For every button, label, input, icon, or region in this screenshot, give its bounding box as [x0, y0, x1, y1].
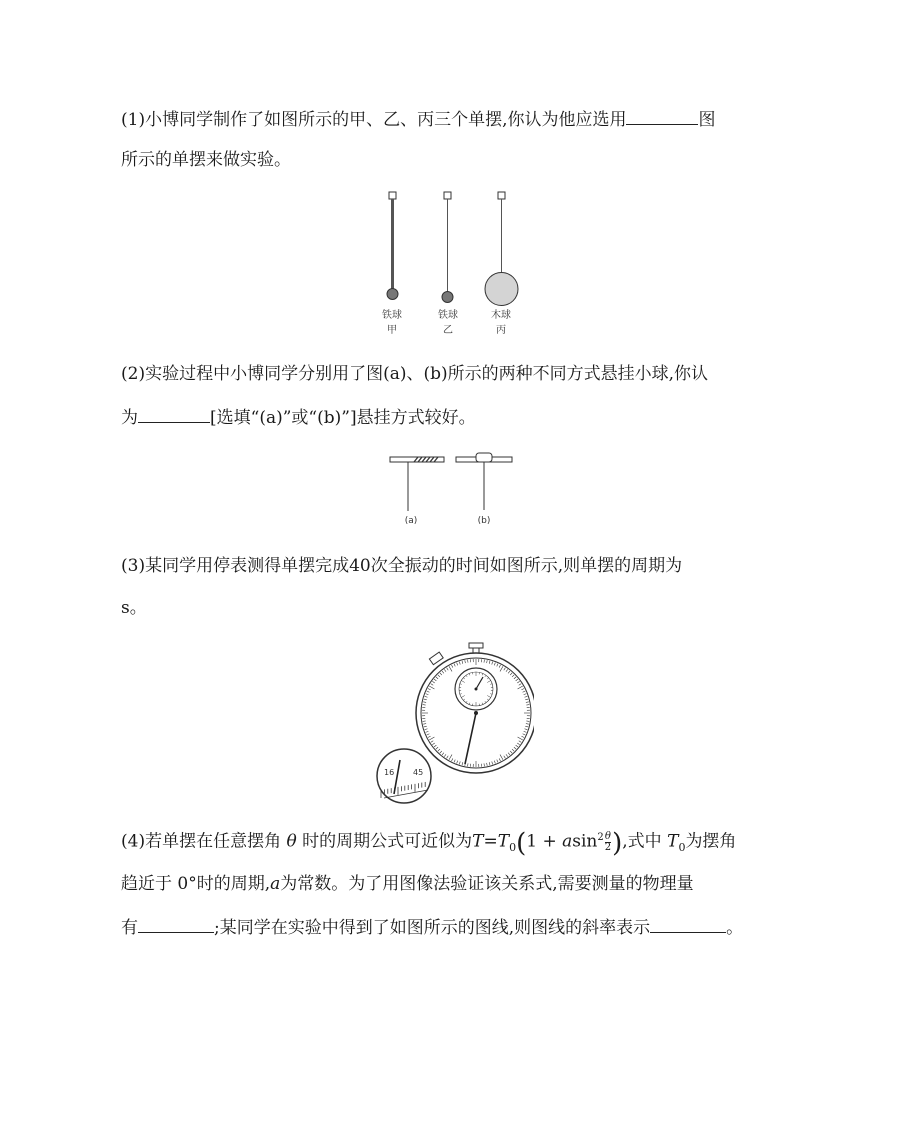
- frac-numerator: θ: [604, 830, 611, 842]
- q4-text-d: 为摆角: [685, 831, 737, 852]
- formula-eq: =: [483, 831, 498, 852]
- q4-answer-blank-2[interactable]: [650, 914, 726, 933]
- q1-line2: 所示的单摆来做实验。: [121, 150, 291, 170]
- q2-text-b: [选填“(a)”或“(b)”]悬挂方式较好。: [210, 408, 476, 428]
- formula-sup2: 2: [597, 832, 604, 843]
- pend3-name: 丙: [496, 325, 506, 336]
- q2-answer-blank[interactable]: [138, 404, 210, 423]
- pend1-name: 甲: [387, 325, 397, 336]
- pendulum-figure: [370, 188, 530, 340]
- q1-text-a: (1)小博同学制作了如图所示的甲、乙、丙三个单摆,你认为他应选用: [121, 110, 627, 130]
- formula-sub0: 0: [509, 841, 517, 855]
- q1-text-b: 图: [698, 110, 716, 130]
- formula-a: a: [562, 831, 573, 852]
- suspension-figure: [386, 448, 521, 530]
- q4-line2-a: 趋近于 0°时的周期,: [121, 874, 271, 894]
- theta-symbol: θ: [286, 831, 297, 852]
- q4-text-c: ,式中: [622, 831, 668, 852]
- q4-line3-c: 。: [726, 918, 744, 938]
- inset-label-16: 16: [384, 768, 395, 777]
- formula-T: T: [472, 831, 484, 852]
- q4-line3-a: 有: [121, 918, 138, 938]
- q4-answer-blank-1[interactable]: [138, 914, 214, 933]
- label-a: (a): [404, 516, 418, 526]
- pend3-material: 木球: [491, 310, 511, 321]
- q4-line3: [121, 914, 743, 940]
- pend1-material: 铁球: [382, 310, 402, 321]
- paren-close: ): [612, 828, 623, 859]
- pend2-name: 乙: [443, 325, 453, 336]
- q2-line2: [121, 404, 476, 430]
- q4-text-a: (4)若单摆在任意摆角: [121, 831, 287, 852]
- q4-text-b: 时的周期公式可近似为: [296, 831, 473, 852]
- q2-text-a: 为: [121, 408, 138, 428]
- formula-T0: T: [497, 831, 510, 852]
- pend2-material: 铁球: [438, 310, 458, 321]
- q1-answer-blank[interactable]: [626, 106, 698, 125]
- formula-sub0b: 0: [678, 841, 686, 855]
- q4-line2: [121, 872, 694, 896]
- frac-denominator: 2: [604, 841, 612, 853]
- q4-line2-b: 为常数。为了用图像法验证该关系式,需要测量的物理量: [280, 874, 694, 894]
- formula-fraction: [605, 832, 611, 853]
- q4-line3-b: ;某同学在实验中得到了如图所示的图线,则图线的斜率表示: [214, 918, 651, 938]
- q3-line1: (3)某同学用停表测得单摆完成40次全振动的时间如图所示,则单摆的周期为: [121, 556, 683, 576]
- label-b: (b): [477, 516, 491, 526]
- inset-label-45: 45: [413, 768, 424, 777]
- formula-sin: sin: [572, 831, 598, 852]
- formula-T0b: T: [667, 831, 679, 852]
- paren-open: (: [516, 828, 527, 859]
- q1-line1: [121, 106, 715, 132]
- stopwatch-figure: [364, 638, 534, 804]
- formula-one-plus: 1 +: [526, 831, 563, 852]
- q4-a2: a: [270, 874, 281, 894]
- q4-line1: [121, 826, 736, 860]
- q3-line2: s。: [121, 598, 147, 618]
- q2-line1: (2)实验过程中小博同学分别用了图(a)、(b)所示的两种不同方式悬挂小球,你认: [121, 364, 709, 384]
